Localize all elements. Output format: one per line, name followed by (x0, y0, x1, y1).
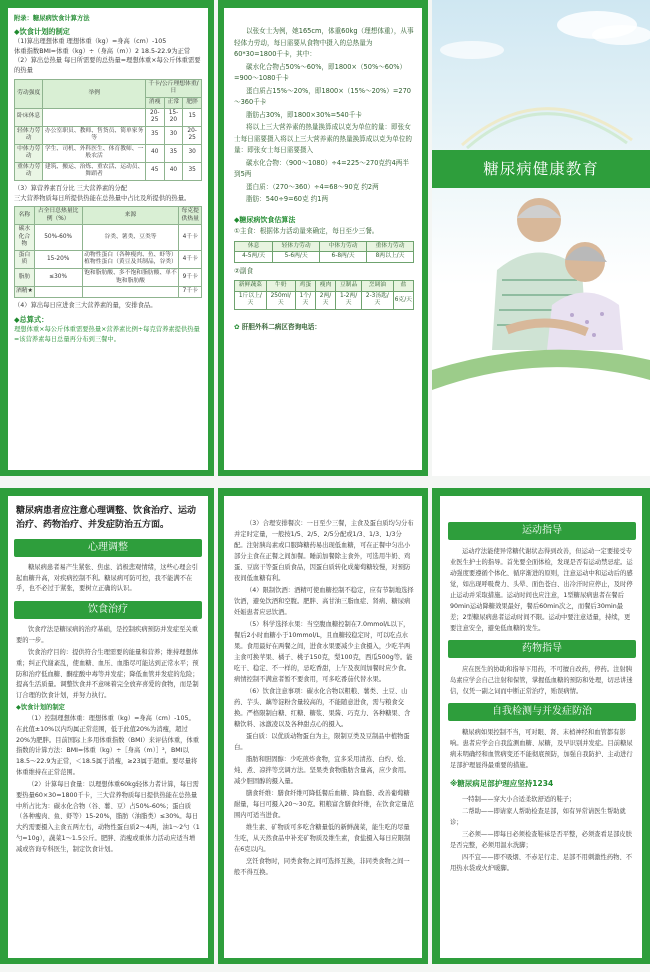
staple-line: ①主食：根据体力活动量来确定，每日至少三餐。 (234, 227, 379, 236)
table-cell: 15-20% (34, 250, 82, 268)
table-header: 重体力劳动 (367, 241, 414, 252)
panel-content (8, 8, 208, 470)
cover-title: 糖尿病健康教育 (432, 150, 650, 188)
table-cell: 6-8两/天 (320, 252, 367, 263)
example-intro: 以张女士为例，她165cm，体重60kg（理想体重），从事轻体力劳动，每日需要从食物中摄入的总热量为60*30=1800千卡，其中： (234, 27, 414, 59)
staple-table (234, 241, 414, 263)
line-total-heat: （2）算出总热量 每日所需要的总热量=理想体重×每公斤体重需要的热量 (14, 57, 201, 75)
table-cell: 7千卡 (179, 287, 202, 298)
top-sheet (0, 0, 650, 476)
table-row (15, 287, 202, 298)
example-carbs: 碳水化合物占50%～60%，即1800×（50%～60%）=900～1080千卡 (234, 62, 407, 83)
diet-plan-subheading: ◆饮食计划的制定 (16, 704, 65, 712)
panel-content (440, 496, 642, 958)
line-nutrient-percent: （3）算营养素百分比 三大营养素的分配 (14, 184, 128, 192)
panel-cover (432, 0, 650, 476)
section-title-exercise: 运动指导 (448, 522, 636, 540)
diet-meals: （3）合理安排餐次：一日至少三餐，主食及蛋白质均匀分布并定时定量，一般按1/5、2/5、2/5分配或1/3、1/3、1/3分配。注射胰岛素或口服降糖药易出现低血糖，可在正餐中匀出小部分主食在正餐之间加餐。睡前加餐除主食外，可选用牛奶、鸡蛋、豆腐干等蛋白质食品，因蛋白质转化成葡萄糖较慢，对预防夜间低血糖有利。 (234, 520, 414, 583)
table-header: 举例 (43, 79, 146, 108)
table-row (235, 291, 414, 309)
table-row (15, 250, 202, 268)
green-wave-decoration (432, 330, 650, 476)
panel-content (8, 496, 208, 958)
table-cell: 5-6两/天 (273, 252, 320, 263)
diet-plan-heading: ◆饮食计划的制定 (14, 26, 70, 36)
table-cell: 20-25 (183, 126, 202, 144)
contact-text: 肝胆外科二病区咨询电话： (241, 322, 321, 331)
table-row (15, 144, 202, 162)
diet-vitamins: 维生素、矿物质可多吃含糖量低的新鲜蔬菜，能生吃的尽量生吃，从天然食品中补充矿物质及维生素，食盐摄入每日应限制在6克以内。 (234, 824, 411, 854)
section-title-psychology: 心理调整 (14, 539, 202, 557)
side-dish-table (234, 280, 414, 310)
table-cell: 动物性蛋白（各种瘦肉、鱼、虾等）植物性蛋白（黄豆及其制品，谷类） (82, 250, 179, 268)
panel-psychology-diet (0, 488, 214, 964)
table-cell: 45 (145, 162, 164, 180)
table-header: 肥胖 (183, 97, 202, 108)
diet-fat: 脂肪和胆固醇：少吃煎炸食物，宜多采用清蒸、白灼、烩、炖、煮、凉拌等烹调方法。坚果类食物脂肪含量高，应少食用。减少胆固醇的摄入量。 (234, 756, 411, 786)
table-cell: 饱和脂肪酸、多不饱和脂肪酸、单不饱和脂肪酸 (82, 268, 179, 286)
labor-intensity-table (14, 79, 202, 181)
foot-care-2: 二帮助——即请家人帮助检查足部，如有异常请医生帮助就诊； (450, 808, 626, 827)
table-cell: 2-3汤匙/天 (362, 291, 394, 309)
section-title-drug: 药物指导 (448, 640, 636, 658)
diet-plan-2: （2）计算每日食量：以理想体重60kg轻体力者计算，每日需要热量60×30=1800千卡，三大营养物质每日提供热能在总热量中所占比为：碳水化合物（谷、薯、豆）占50%-60%；蛋白质（各种瘦肉、鱼、虾等）15-20%，脂肪（油脂类）≤30%。每日大约需要摄入主食五两左右，动物性蛋白质2～4两，油1～2勺（1勺=10g），蔬菜1～1.5公斤。肥胖、消瘦或重体力活动应适当增减或咨询专科医生，制定饮食计划。 (16, 780, 200, 853)
table-cell: 1斤以上/天 (235, 291, 267, 309)
table-cell: 15-20 (164, 108, 183, 126)
diet-text-1: 饮食疗法是糖尿病的治疗基础，是控制疾病预防并发症至关重要的一步。 (16, 626, 199, 645)
butterfly-icon: ✿ (234, 322, 240, 331)
table-header: 消瘦 (145, 97, 164, 108)
table-header: 盐 (393, 281, 413, 292)
example-protein-grams: 蛋白质：（270～360）÷4=68～90克 约2两 (246, 182, 379, 191)
table-cell: 重体力劳动 (15, 162, 43, 180)
table-cell: 4-5两/天 (235, 252, 273, 263)
table-row (15, 162, 202, 180)
exchange-heading: ◆糖尿病饮食估算法 (234, 215, 296, 224)
table-header: 千卡/公斤理想体重/日 (145, 79, 201, 97)
table-header: 正常 (164, 97, 183, 108)
example-fat-grams: 脂肪：540÷9=60克 约1两 (246, 195, 329, 204)
table-header: 新鲜蔬菜 (235, 281, 267, 292)
table-cell: 谷类、薯类、豆类等 (82, 225, 179, 251)
elderly-couple-photo (447, 190, 642, 350)
table-cell: 35 (145, 126, 164, 144)
table-cell: 20-25 (145, 108, 164, 126)
table-cell: 建筑、搬运、治炼、重农活、运动员、舞蹈者 (43, 162, 146, 180)
table-row (15, 268, 202, 286)
table-cell: 学生、司机、外科医生、体育教师、一般农活 (43, 144, 146, 162)
table-header: 瘦肉 (315, 281, 335, 292)
table-cell: 4千卡 (179, 250, 202, 268)
table-cell: 1个/天 (295, 291, 315, 309)
panel-example (218, 0, 428, 476)
table-cell: 2两/天 (315, 291, 335, 309)
intro-heading: 糖尿病患者应注意心理调整、饮食治疗、运动治疗、药物治疗、并发症防治五方面。 (16, 506, 197, 531)
table-header: 豆制品 (336, 281, 362, 292)
table-cell (43, 108, 146, 126)
foot-care-1: 一特制——穿大小合适柔软舒适的鞋子； (462, 796, 576, 804)
table-header: 每克提供热量 (179, 207, 202, 225)
table-cell: 35 (164, 144, 183, 162)
panel-diet-cont (218, 488, 428, 964)
diet-plan-1: （1）控制理想体重：理想体重（kg）=身高（cm）-105。在此值±10%以内均属正常范围，低于此值20%为消瘦，超过20%为肥胖。目前国际上多用体重指数（BMI）来评估体重，体重指数的计算方法：BMI=体重（kg）÷［身高（m）］²，BMI以18.5～22.9为正常，＜18.5属于消瘦，≥23属于超重。要尽量将体重维持在正常范围。 (16, 714, 200, 777)
diet-alcohol: （4）限制饮酒：酒精可使血糖控制不稳定，应有节制地选择饮酒，避免饮酒和空腹。肥胖、高甘油三脂血症、肾病、糖尿病妊娠患者应忌饮酒。 (234, 587, 414, 617)
psychology-text: 糖尿病患者易产生紧张、焦虑、消极悲观情绪，这些心理会引起血糖升高，对疾病控制不利。糖尿病可防可控，我不能满不在乎，也不必过于紧张，要树立正确的认识。 (16, 563, 199, 593)
table-row (235, 252, 414, 263)
table-header: 劳动强度 (15, 79, 43, 108)
nutrient-table (14, 206, 202, 297)
table-header: 中体力劳动 (320, 241, 367, 252)
example-fat: 脂肪占30%，即1800×30%=540千卡 (246, 110, 362, 119)
table-cell: 办公室职员、教师、售货员、简单家务等 (43, 126, 146, 144)
table-header: 占全日总热量比例（%） (34, 207, 82, 225)
appendix-title: 附录：糖尿病饮食计算方法 (14, 15, 90, 22)
table-cell: 6克/天 (393, 291, 413, 309)
table-row (15, 225, 202, 251)
diet-exchange: 烹饪食物时，同类食物之间可选择互换，非同类食物之间一般不得互换。 (234, 858, 410, 877)
table-cell: 脂肪 (15, 268, 35, 286)
table-cell: ≤30% (34, 268, 82, 286)
diet-protein: 蛋白质：以优质动物蛋白为主，限制豆类及豆制品中植物蛋白。 (234, 733, 410, 752)
table-cell: 中体力劳动 (15, 144, 43, 162)
table-cell: 轻体力劳动 (15, 126, 43, 144)
complication-text: 糖尿病如果控制不当，可对眼、肾、末梢神经和血管都有影响。患者应学会自我监测血糖、尿糖，及早识别并发症。目前糖尿病未明确经和血管病变还不能彻底预防，加强自我防护、主动进行足部护理显得最重要的措施。 (450, 729, 633, 770)
panel-content (224, 8, 422, 470)
panel-content (224, 496, 422, 958)
diet-fiber: 膳食纤维：膳食纤维可降低餐后血糖、降血脂、改善葡萄糖耐量，每日可摄入20～30克。粗粮富含膳食纤维，在饮食定量范围内可适当进食。 (234, 790, 414, 820)
table-cell: 9千卡 (179, 268, 202, 286)
exercise-text: 运动疗法能使异常糖代谢状态得到改善，但运动一定要接受专业医生护士的指导。首先要全面体检，发现是否有运动禁忌症。运动强度要遵循个体化、循序渐进的原则，注意运动中和运动后的感觉，如出现呼吸费力、头晕、面色苍白、出冷汗时应停止，及时停止运动并采取措施。运动时间也应注意，1型糖尿病患者在餐后90min运动降糖效果最好，餐后60min次之，而餐后30min最差；2型糖尿病患者运动时间不限。运动中要注意适量，持续，更要注意安全，避免低血糖的发生。 (450, 548, 633, 633)
table-cell: 250ml/天 (266, 291, 295, 309)
diet-notes: （6）饮食注意事项：碳水化合物以粗粮、薯类、土豆、山药、芋头、藕等淀粉含量较高的，不能随意进食，需与粮食交换。严格限制白糖、红糖、糖浆、果酱、巧克力、各种糖果、含糖饮料、冰激凌以及各种甜点心的摄入。 (234, 688, 411, 729)
contact-line (234, 322, 414, 334)
line-ideal-weight: （1)算出理想体重 理想体重（kg）=身高（cm）-105 (14, 37, 167, 45)
table-row (15, 108, 202, 126)
example-convert: 将以上三大营养素的热量换算成以克为单位的量：即张女士每日需要摄入将以上三大营养素的热量换算成以克为单位的量：即张女士每日需要摄入 (234, 123, 413, 155)
example-carbs-grams: 碳水化合物：（900～1080）÷4=225～270克约4两半到5两 (234, 158, 409, 179)
table-cell: 15 (183, 108, 202, 126)
table-cell: 30 (164, 126, 183, 144)
diet-text-2: 饮食治疗目的：提供符合生理需要的能量和营养；维持理想体重；纠正代谢紊乱，使血糖、血压、血脂尽可能达到正常水平；预防和治疗低血糖、酮症酸中毒等并发症；降低血管并发症的危险；提高生活质量。调整饮食并不意味着完全放弃喜爱的食物，而是制订合理的饮食计划，并努力执行。 (16, 648, 199, 700)
table-row (15, 126, 202, 144)
section-title-complication: 自我检测与并发症防治 (448, 703, 636, 721)
table-header: 牛奶 (266, 281, 295, 292)
formula-text: 理想体重×每公斤体重需要热量×营养素比例÷每克营养素提供热量=该营养素每日总量再分布到三餐中。 (14, 326, 200, 344)
drug-text: 应在医生的协助和指导下用药，不可擅自改药，停药。注射胰岛素应学会自己注射和保管，掌握低血糖的预防和处理，切忌讲迷信，仅凭一副之词而中断正常治疗，贻误病情。 (450, 666, 633, 696)
table-cell: 8两以上/天 (367, 252, 414, 263)
table-cell: 1-2两/天 (336, 291, 362, 309)
foot-care-3: 三必须——即每日必须检查鞋袜是否平整，必须查看足部皮肤是否完整，必须用温水洗脚； (450, 831, 633, 850)
example-protein: 蛋白质占15%～20%，即1800×（15%～20%）=270～360千卡 (234, 86, 411, 107)
line-nutrient-desc: 三大营养物质每日所提供热能在总热量中占比及所提供的热量。 (14, 194, 191, 202)
panel-diet-appendix (0, 0, 214, 476)
side-dish-line: ②副食 (234, 266, 254, 275)
table-cell: 40 (145, 144, 164, 162)
foot-care-heading: ※糖尿病足部护理应坚持1234 (450, 779, 554, 789)
section-title-diet: 饮食治疗 (14, 601, 202, 619)
formula-heading: ◆总算式： (14, 315, 49, 325)
table-header: 烹调油 (362, 281, 394, 292)
table-cell: 蛋白质 (15, 250, 35, 268)
table-cell (34, 287, 82, 298)
line-daily-intake: （4）算出每日应进食三大营养素的量，安排食品。 (14, 301, 157, 309)
foot-care-4: 四不宜——即不吸烟、不赤足行走、足部不用刺激性药物、不用热水袋或火炉暖脚。 (450, 854, 633, 873)
table-cell: 酒精★ (15, 287, 35, 298)
table-cell: 40 (164, 162, 183, 180)
table-cell (82, 287, 179, 298)
table-header: 名称 (15, 207, 35, 225)
table-header: 来源 (82, 207, 179, 225)
table-header: 休息 (235, 241, 273, 252)
table-header: 鸡蛋 (295, 281, 315, 292)
table-cell: 30 (183, 144, 202, 162)
sky-cloud-icon (432, 0, 650, 150)
table-cell: 35 (183, 162, 202, 180)
panel-exercise-drug (432, 488, 650, 964)
bottom-sheet (0, 488, 650, 964)
table-cell: 碳水化合物 (15, 225, 35, 251)
diet-fruit: （5）科学选择水果：当空腹血糖控制在7.0mmol/L以下，餐后2小时血糖小于10mmol/L，且血糖较稳定时，可以吃点水果。食用最好在两餐之间，进食水果要减少主食摄入，少吃半两主食可换苹果、橘子、桃子150克，梨100克，西瓜500g等。能吃干、稳定、不一样的，忌吃香甜，上午及夜间加餐时应少食。病情控制不满意者暂不要食用，可多吃番茄代替水果。 (234, 621, 413, 684)
table-cell: 4千卡 (179, 225, 202, 251)
sheet-gap (0, 476, 650, 488)
line-bmi: 体重指数BMI=体重（kg）÷（身高（m））2 18.5-22.9为正常 (14, 47, 191, 55)
table-cell: 50%-60% (34, 225, 82, 251)
table-cell: 卧床休息 (15, 108, 43, 126)
table-header: 轻体力劳动 (273, 241, 320, 252)
